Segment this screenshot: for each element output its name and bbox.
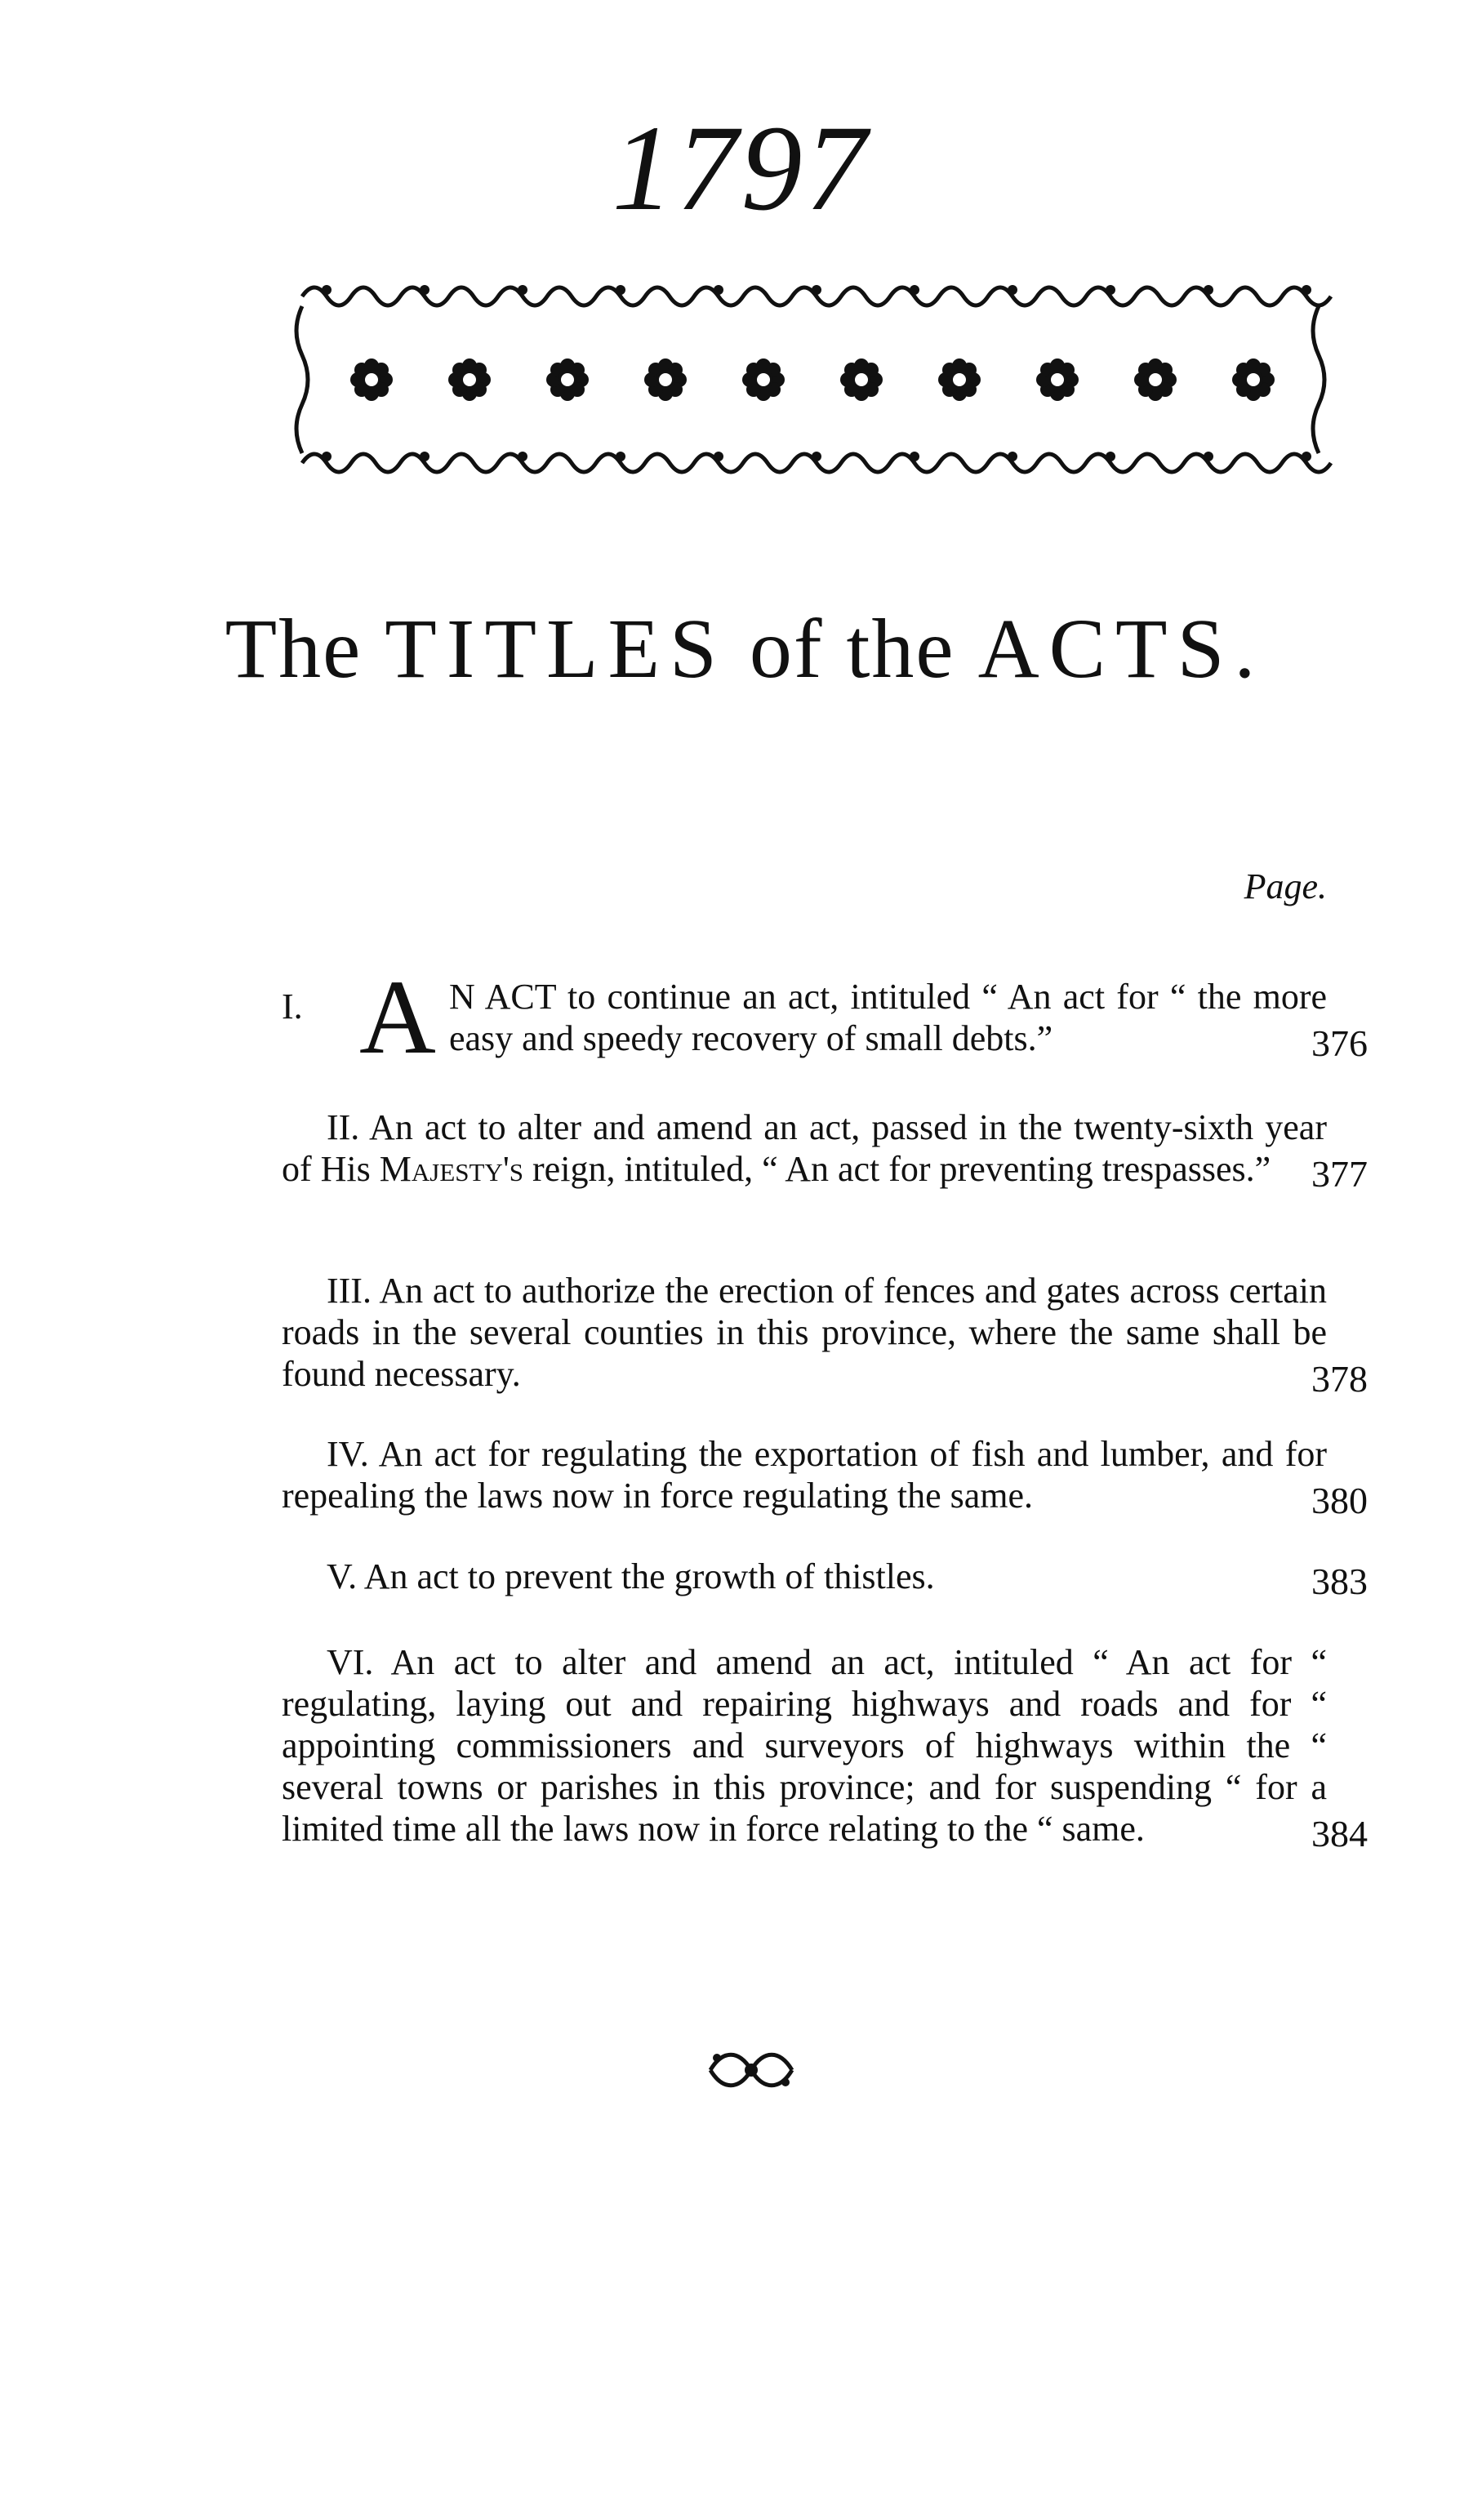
act-numeral: III. [327,1271,372,1311]
act-entry [282,959,1368,1076]
drop-cap: A [359,959,436,1076]
vine-leaf [518,285,527,295]
vine-leaf [812,452,821,461]
page-column-label: Page. [1244,866,1327,906]
rosette-ornament [1232,358,1275,401]
act-numeral: VI. [327,1642,374,1682]
vine-leaf [1204,285,1213,295]
vine-leaf [322,285,332,295]
act-numeral: IV. [327,1434,369,1474]
rosette-ornament [938,358,981,401]
act-page-number: 384 [1311,1813,1368,1854]
main-title [0,600,1482,697]
act-title-end: reign, intituled, “ An act for preventing trespasses.” [523,1149,1271,1189]
act-title: An act for regulating the exportation of fish and lumber, and for repealing the laws now in force regulating the same. [282,1434,1327,1516]
act-page-number: 380 [1311,1480,1368,1521]
vine-leaf [1204,452,1213,461]
act-title-start: An act to alter and amend an act, passed in the twenty-sixth year of His [282,1107,1327,1189]
vine-leaf [616,452,625,461]
vine-leaf [910,452,919,461]
ornamental-border [286,274,1335,486]
vine-leaf [1106,285,1115,295]
act-page-number: 378 [1311,1358,1368,1400]
vine-leaf [1008,285,1017,295]
vine-leaf [714,285,723,295]
vine-leaf [1302,452,1311,461]
title-suffix: . [1234,602,1257,696]
vine-leaf [812,285,821,295]
vine-leaf [1302,285,1311,295]
title-middle: of the [726,602,978,696]
rosette-ornament [742,358,785,401]
vine-leaf [518,452,527,461]
rosette-ornament [350,358,393,401]
vine-leaf [714,452,723,461]
act-title: An act to alter and amend an act, intituled “ An act for “ regulating, laying out and repairing highways and roads and for “ appointing commissioners and surveyors of highways within the “ several towns or parishes in this province; and for suspending “ for a limited time all the laws now in force relating to the “ same. [282,1642,1328,1849]
vine-leaf [616,285,625,295]
act-numeral: I. [282,986,303,1026]
title-prefix: The [225,602,385,696]
vine-border [296,306,308,453]
title-caps: TITLES [385,602,727,696]
vine-leaf [420,452,429,461]
act-entry [282,1641,1368,1854]
rosette-ornament [840,358,883,401]
vine-leaf [1106,452,1115,461]
rosette-ornament [546,358,589,401]
rosette-ornament [1036,358,1079,401]
vine-border [1313,306,1324,453]
title-caps-2: ACTS [977,602,1235,696]
act-page-number: 376 [1311,1022,1368,1064]
act-page-number: 377 [1311,1153,1368,1195]
act-numeral: II. [327,1107,360,1147]
rosette-ornament [448,358,491,401]
act-entry [282,1433,1368,1521]
year-heading: 1797 [612,100,870,236]
rosette-ornament [644,358,687,401]
act-title: N ACT to continue an act, intituled “ An act for “ the more easy and speedy recovery of small debts.” [449,977,1327,1058]
act-title: An act to authorize the erection of fences and gates across certain roads in the several counties in this province, where the same shall be found necessary. [282,1271,1327,1394]
tailpiece-ornament [702,2041,800,2099]
vine-leaf [322,452,332,461]
vine-leaf [420,285,429,295]
act-title-majesty: Majesty's [379,1149,524,1189]
act-numeral: V. [327,1556,358,1596]
vine-leaf [910,285,919,295]
act-entry [282,1556,1368,1602]
act-title: An act to prevent the growth of thistles. [363,1556,935,1596]
act-entry [282,1270,1368,1400]
act-entry [282,1106,1368,1195]
vine-leaf [1008,452,1017,461]
rosette-ornament [1134,358,1177,401]
act-page-number: 383 [1311,1561,1368,1602]
